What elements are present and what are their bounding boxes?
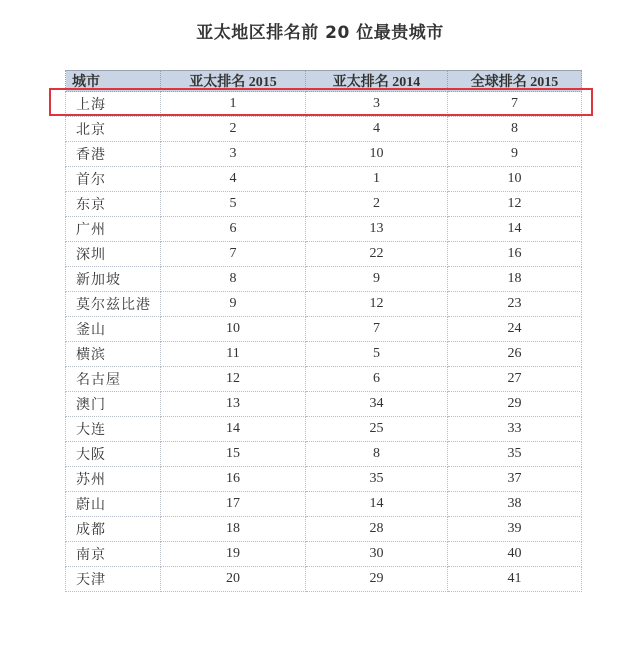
table-row: [66, 92, 582, 117]
cell-apac-rank-2014: 1: [306, 167, 448, 192]
cell-city: 南京: [66, 542, 161, 567]
table-row: [66, 217, 582, 242]
cell-apac-rank-2014: 12: [306, 292, 448, 317]
cell-city: 新加坡: [66, 267, 161, 292]
cell-city: 横滨: [66, 342, 161, 367]
cell-apac-rank-2015: 1: [161, 92, 306, 117]
cell-city: 深圳: [66, 242, 161, 267]
cell-apac-rank-2014: 4: [306, 117, 448, 142]
header-apac-rank-2015: 亚太排名 2015: [161, 71, 306, 92]
cell-apac-rank-2015: 10: [161, 317, 306, 342]
table-row: [66, 292, 582, 317]
ranking-table: [65, 70, 582, 592]
cell-apac-rank-2014: 2: [306, 192, 448, 217]
table-header-row: [66, 71, 582, 92]
table-row: [66, 142, 582, 167]
cell-apac-rank-2014: 10: [306, 142, 448, 167]
table-row: [66, 492, 582, 517]
table-row: [66, 567, 582, 592]
table-row: [66, 267, 582, 292]
cell-apac-rank-2014: 9: [306, 267, 448, 292]
cell-apac-rank-2014: 6: [306, 367, 448, 392]
table-row: [66, 467, 582, 492]
cell-city: 天津: [66, 567, 161, 592]
cell-apac-rank-2015: 2: [161, 117, 306, 142]
cell-city: 釜山: [66, 317, 161, 342]
cell-apac-rank-2014: 28: [306, 517, 448, 542]
cell-apac-rank-2015: 18: [161, 517, 306, 542]
cell-city: 北京: [66, 117, 161, 142]
cell-global-rank-2015: 24: [448, 317, 582, 342]
cell-apac-rank-2014: 5: [306, 342, 448, 367]
cell-apac-rank-2014: 14: [306, 492, 448, 517]
cell-global-rank-2015: 35: [448, 442, 582, 467]
cell-apac-rank-2014: 35: [306, 467, 448, 492]
header-global-rank-2015: 全球排名 2015: [448, 71, 582, 92]
cell-apac-rank-2014: 13: [306, 217, 448, 242]
table-row: [66, 517, 582, 542]
cell-city: 澳门: [66, 392, 161, 417]
cell-apac-rank-2015: 6: [161, 217, 306, 242]
cell-global-rank-2015: 12: [448, 192, 582, 217]
cell-global-rank-2015: 33: [448, 417, 582, 442]
cell-city: 广州: [66, 217, 161, 242]
cell-apac-rank-2014: 34: [306, 392, 448, 417]
cell-city: 蔚山: [66, 492, 161, 517]
table-row: [66, 242, 582, 267]
cell-global-rank-2015: 37: [448, 467, 582, 492]
cell-apac-rank-2014: 8: [306, 442, 448, 467]
cell-city: 上海: [66, 92, 161, 117]
cell-apac-rank-2015: 17: [161, 492, 306, 517]
cell-apac-rank-2015: 7: [161, 242, 306, 267]
cell-apac-rank-2015: 11: [161, 342, 306, 367]
cell-city: 苏州: [66, 467, 161, 492]
cell-apac-rank-2015: 5: [161, 192, 306, 217]
cell-global-rank-2015: 7: [448, 92, 582, 117]
cell-apac-rank-2014: 3: [306, 92, 448, 117]
cell-global-rank-2015: 29: [448, 392, 582, 417]
table-row: [66, 167, 582, 192]
cell-global-rank-2015: 18: [448, 267, 582, 292]
cell-apac-rank-2015: 15: [161, 442, 306, 467]
table-row: [66, 342, 582, 367]
header-city: 城市: [66, 71, 161, 92]
cell-city: 大连: [66, 417, 161, 442]
cell-apac-rank-2014: 29: [306, 567, 448, 592]
cell-city: 香港: [66, 142, 161, 167]
table-row: [66, 317, 582, 342]
cell-apac-rank-2015: 14: [161, 417, 306, 442]
cell-apac-rank-2015: 16: [161, 467, 306, 492]
table-row: [66, 192, 582, 217]
cell-apac-rank-2015: 9: [161, 292, 306, 317]
cell-global-rank-2015: 41: [448, 567, 582, 592]
cell-city: 成都: [66, 517, 161, 542]
cell-global-rank-2015: 8: [448, 117, 582, 142]
page-title: 亚太地区排名前 20 位最贵城市: [196, 23, 444, 43]
cell-city: 莫尔兹比港: [66, 292, 161, 317]
table-row: [66, 417, 582, 442]
cell-global-rank-2015: 40: [448, 542, 582, 567]
table-row: [66, 117, 582, 142]
cell-global-rank-2015: 38: [448, 492, 582, 517]
cell-city: 大阪: [66, 442, 161, 467]
table-body: [66, 92, 582, 592]
cell-apac-rank-2015: 20: [161, 567, 306, 592]
cell-city: 首尔: [66, 167, 161, 192]
cell-global-rank-2015: 39: [448, 517, 582, 542]
cell-apac-rank-2014: 30: [306, 542, 448, 567]
cell-apac-rank-2014: 25: [306, 417, 448, 442]
table-row: [66, 392, 582, 417]
cell-global-rank-2015: 27: [448, 367, 582, 392]
cell-global-rank-2015: 23: [448, 292, 582, 317]
cell-apac-rank-2014: 22: [306, 242, 448, 267]
header-apac-rank-2014: 亚太排名 2014: [306, 71, 448, 92]
cell-apac-rank-2015: 8: [161, 267, 306, 292]
table-row: [66, 442, 582, 467]
cell-apac-rank-2015: 12: [161, 367, 306, 392]
cell-global-rank-2015: 26: [448, 342, 582, 367]
cell-city: 东京: [66, 192, 161, 217]
cell-apac-rank-2015: 4: [161, 167, 306, 192]
cell-apac-rank-2015: 3: [161, 142, 306, 167]
cell-apac-rank-2014: 7: [306, 317, 448, 342]
cell-global-rank-2015: 14: [448, 217, 582, 242]
cell-global-rank-2015: 9: [448, 142, 582, 167]
cell-global-rank-2015: 10: [448, 167, 582, 192]
table-row: [66, 542, 582, 567]
cell-global-rank-2015: 16: [448, 242, 582, 267]
table-row: [66, 367, 582, 392]
cell-apac-rank-2015: 13: [161, 392, 306, 417]
cell-apac-rank-2015: 19: [161, 542, 306, 567]
cell-city: 名古屋: [66, 367, 161, 392]
